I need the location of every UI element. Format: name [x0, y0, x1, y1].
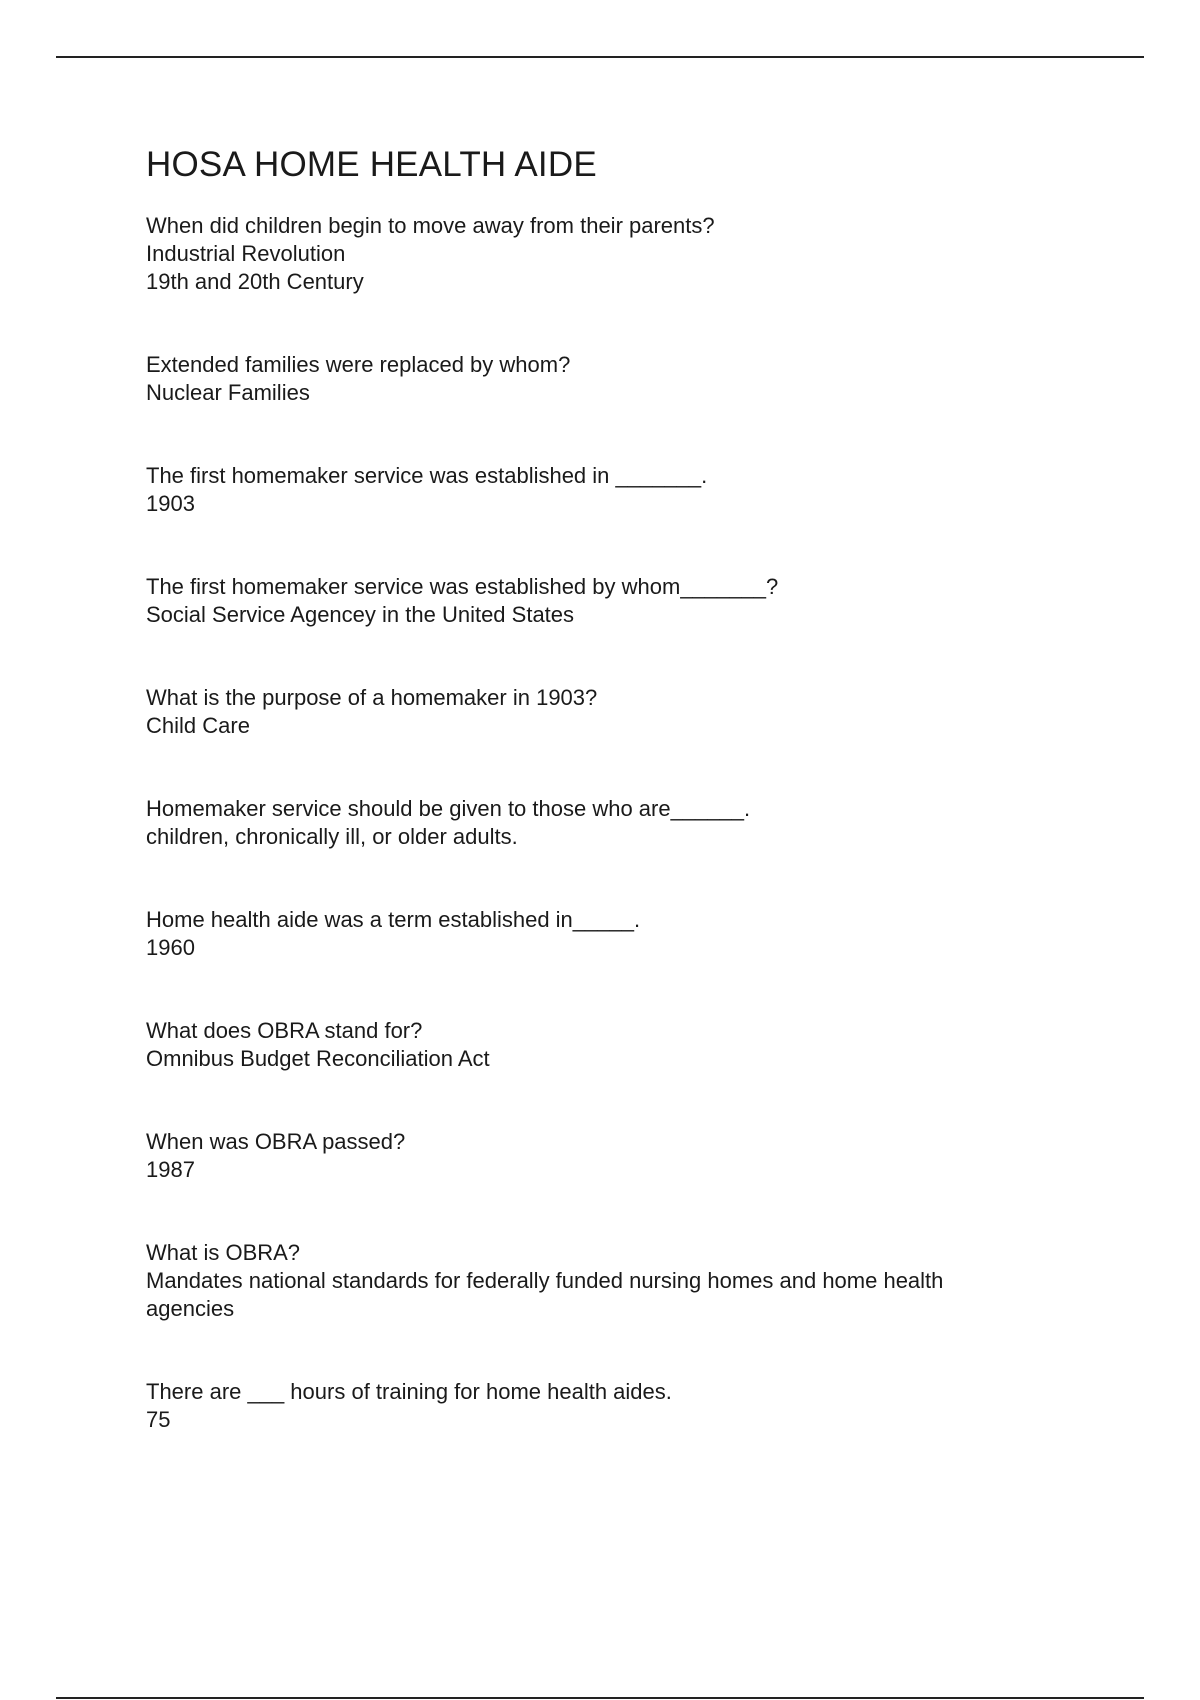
qa-item: [146, 1128, 1046, 1184]
question-text: When did children begin to move away from their parents?: [146, 213, 715, 238]
qa-item: [146, 351, 1046, 407]
qa-item: [146, 573, 1046, 629]
answer-text: Social Service Agencey in the United States: [146, 602, 575, 627]
question-text: What is the purpose of a homemaker in 1903?: [146, 685, 598, 710]
qa-item: [146, 906, 1046, 962]
question-text: There are ___ hours of training for home health aides.: [146, 1379, 672, 1404]
qa-item: [146, 1239, 1046, 1323]
answer-text: children, chronically ill, or older adults.: [146, 824, 518, 849]
answer-text: Omnibus Budget Reconciliation Act: [146, 1046, 490, 1071]
answer-text: Child Care: [146, 713, 250, 738]
qa-item: [146, 212, 1046, 296]
answer-text: 75: [146, 1407, 171, 1432]
answer-text: 1960: [146, 935, 195, 960]
document-title: HOSA HOME HEALTH AIDE: [146, 145, 597, 184]
question-text: What is OBRA?: [146, 1240, 301, 1265]
question-text: Homemaker service should be given to those who are______.: [146, 796, 751, 821]
qa-item: [146, 1378, 1046, 1434]
answer-text: 19th and 20th Century: [146, 269, 364, 294]
question-text: When was OBRA passed?: [146, 1129, 406, 1154]
answer-text: agencies: [146, 1296, 235, 1321]
qa-item: [146, 795, 1046, 851]
answer-text: Industrial Revolution: [146, 241, 346, 266]
answer-text: 1903: [146, 491, 195, 516]
qa-item: [146, 684, 1046, 740]
bottom-rule: [56, 1697, 1144, 1699]
question-text: The first homemaker service was established by whom_______?: [146, 574, 779, 599]
qa-item: [146, 462, 1046, 518]
question-text: Extended families were replaced by whom?: [146, 352, 571, 377]
answer-text: Nuclear Families: [146, 380, 310, 405]
answer-text: 1987: [146, 1157, 195, 1182]
answer-text: Mandates national standards for federally funded nursing homes and home health: [146, 1268, 944, 1293]
qa-item: [146, 1017, 1046, 1073]
document-body: [146, 144, 1046, 1489]
top-rule: [56, 56, 1144, 58]
qa-list: [146, 212, 1046, 1434]
question-text: The first homemaker service was established in _______.: [146, 463, 708, 488]
question-text: Home health aide was a term established in_____.: [146, 907, 641, 932]
question-text: What does OBRA stand for?: [146, 1018, 423, 1043]
